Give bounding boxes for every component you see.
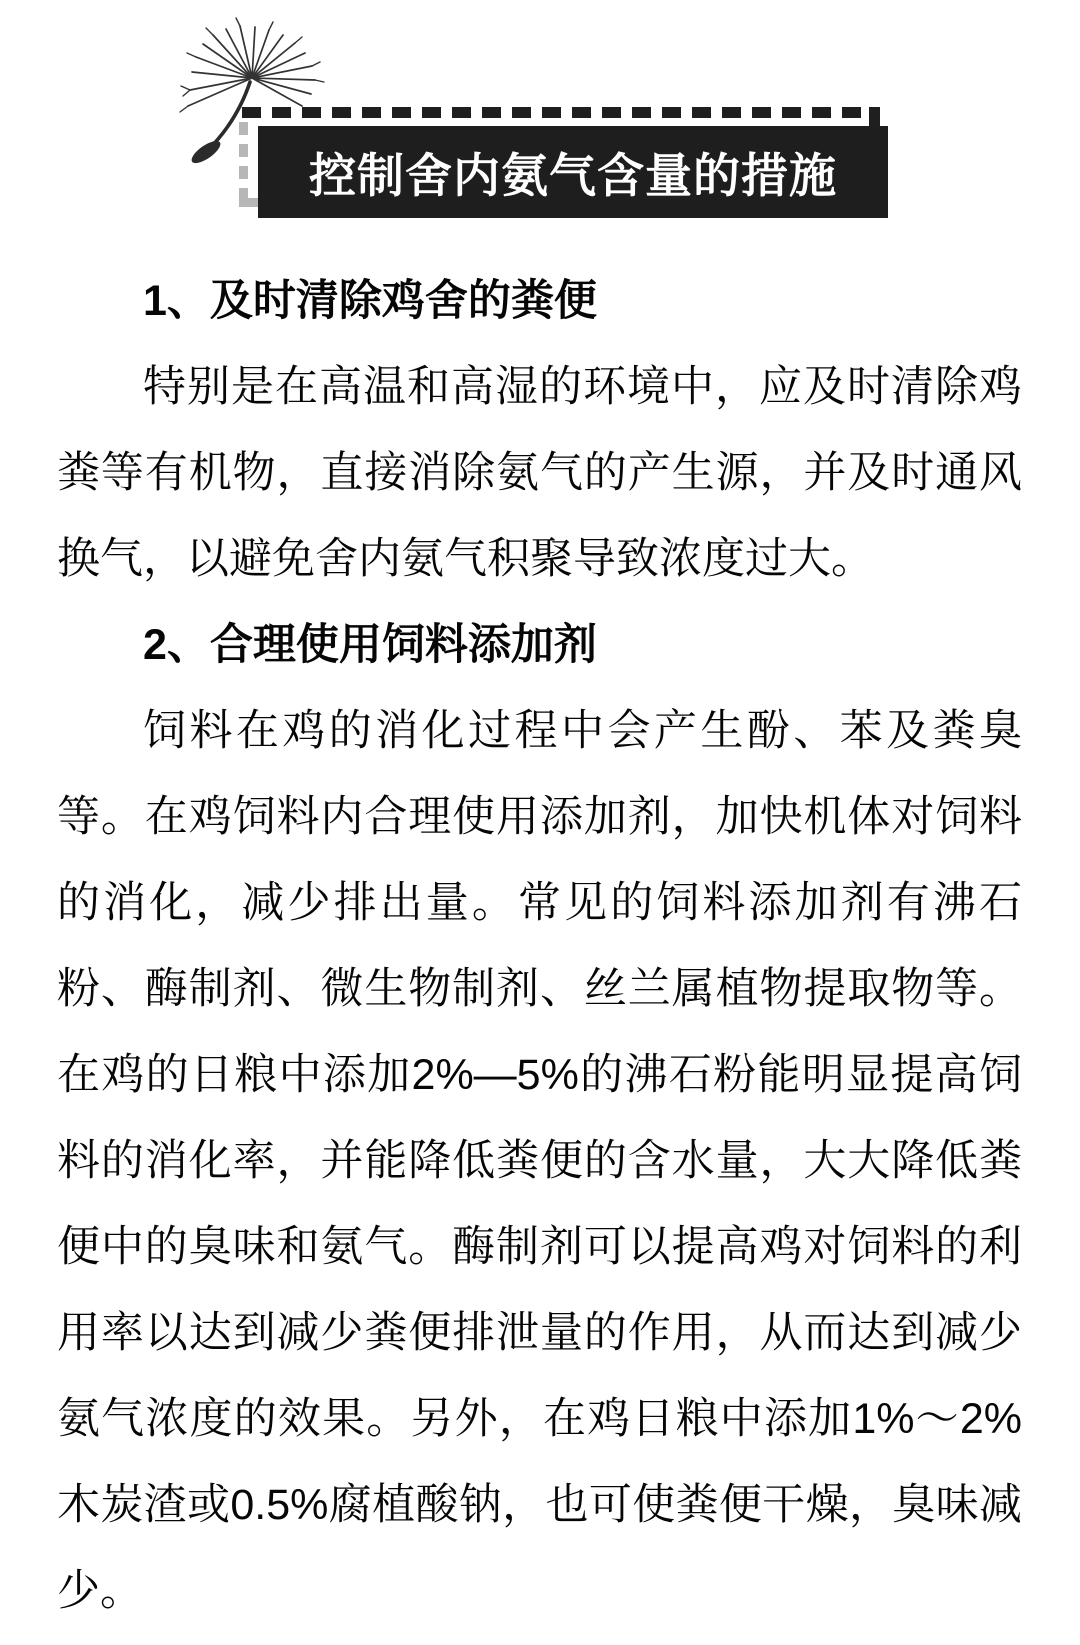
section-1-paragraph: 特别是在高温和高湿的环境中，应及时清除鸡粪等有机物，直接消除氨气的产生源，并及时通风换气，以避免舍内氨气积聚导致浓度过大。: [57, 363, 1022, 583]
dandelion-icon: [140, 16, 340, 216]
section-1-heading: 1、及时清除鸡舍的粪便: [143, 277, 597, 325]
section-2-paragraph: 饲料在鸡的消化过程中会产生酚、苯及粪臭等。在鸡饲料内合理使用添加剂，加快机体对饲料的消化，减少排出量。常见的饲料添加剂有沸石粉、酶制剂、微生物制剂、丝兰属植物提取物等。在鸡的日粮中添加2%—5%的沸石粉能明显提高饲料的消化率，并能降低粪便的含水量，大大降低粪便中的臭味和氨气。酶制剂可以提高鸡对饲料的利用率以达到减少粪便排泄量的作用，从而达到减少氨气浓度的效果。另外，在鸡日粮中添加1%～2%木炭渣或0.5%腐植酸钠，也可使粪便干燥，臭味减少。: [57, 707, 1022, 1615]
article-body: [57, 258, 1022, 1634]
page-title: 控制舍内氨气含量的措施: [309, 148, 837, 202]
section-2-heading: 2、合理使用饲料添加剂: [143, 621, 597, 669]
title-banner: [258, 126, 888, 218]
